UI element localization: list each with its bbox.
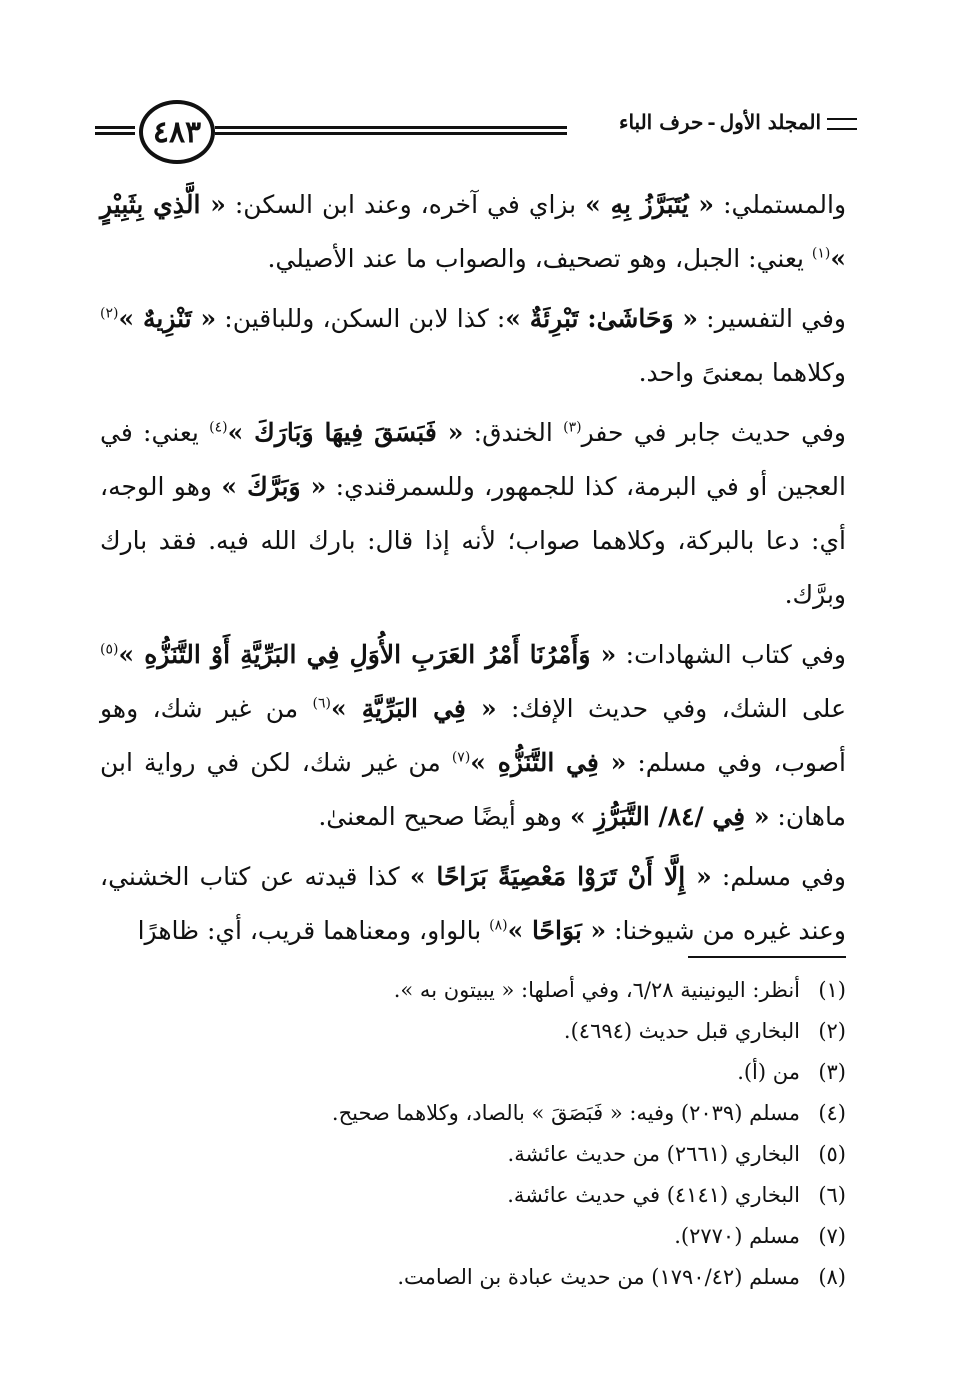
- footnote-ref: (٦): [312, 695, 331, 712]
- footnote-number: (٤): [818, 1101, 846, 1125]
- paragraph: [100, 292, 846, 400]
- text-run: وفي مسلم:: [711, 862, 846, 891]
- footnote-text: أنظر: اليونينية ٦/٢٨، وفي أصلها: « يبيتون به ».: [393, 978, 800, 1002]
- quoted-term: « فَبَسَقَ فِيهَا وَبَارَكَ »: [227, 418, 464, 447]
- text-run: من غير شك، لكن في رواية ابن ماهان:: [100, 748, 846, 831]
- footnote-number: (١): [818, 978, 846, 1002]
- footnote-text: مسلم (١٧٩٠/٤٢) من حديث عبادة بن الصامت.: [397, 1265, 800, 1289]
- footnote-text: البخاري (٢٦٦١) من حديث عائشة.: [507, 1142, 800, 1166]
- text-run: يعني: الجبل، وهو تصحيف، والصواب ما عند الأصيلي.: [267, 244, 812, 273]
- footnote-number: (٦): [818, 1183, 846, 1207]
- text-run: وكلاهما بمعنىً واحد.: [638, 358, 846, 387]
- paragraph: [100, 178, 846, 286]
- footnote-separator: [688, 956, 846, 958]
- footnote-number: (٧): [818, 1224, 846, 1248]
- footnote-number: (٨): [818, 1265, 846, 1289]
- footnote-ref: (١): [811, 245, 831, 262]
- quoted-term: « وَأَمْرُنَا أَمْرُ العَرَبِ الأُوَلِ فِي البَرِّيَّةِ أَوْ التَّنَزُّهِ »: [118, 640, 617, 669]
- paragraph: [100, 406, 846, 622]
- paragraph: [100, 850, 846, 958]
- text-run: الخندق:: [463, 418, 564, 447]
- text-run: على الشك، وفي حديث الإفك:: [496, 694, 846, 723]
- main-text: [100, 178, 846, 964]
- header-rule: [215, 126, 567, 129]
- footnote: [200, 1216, 846, 1257]
- text-run: وفي كتاب الشهادات:: [616, 640, 846, 669]
- title-dash: -: [707, 110, 716, 134]
- header-ornament: [827, 118, 857, 130]
- footnote-ref: (٨): [489, 917, 508, 934]
- footnote-text: البخاري (٤١٤١) في حديث عائشة.: [507, 1183, 800, 1207]
- text-run: يعني: في العجين أو في البرمة، كذا للجمهور، وللسمرقندي:: [100, 418, 846, 501]
- footnote-text: مسلم (٢٠٣٩) وفيه: « فَبَصَقَ » بالصاد، وكلاهما صحيح.: [331, 1101, 800, 1125]
- page-number: ٤٨٣: [139, 100, 215, 164]
- text-run: وفي التفسير:: [698, 304, 846, 333]
- text-run: كذا قيدته عن كتاب الخشني، وعند غيره من شيوخنا:: [100, 862, 846, 945]
- page-header: [95, 98, 857, 168]
- quoted-term: « الَّذِي بِثَبِيْرٍ »: [100, 190, 846, 273]
- text-run: والمستملي:: [714, 190, 847, 219]
- footnote: [200, 1052, 846, 1093]
- quoted-term: « وَحَاشَىٰ: تَبْرِئَةٌ »: [505, 304, 699, 333]
- header-rule: [215, 132, 567, 135]
- footnotes: [200, 970, 846, 1298]
- quoted-term: « فِي البَرِّيَّةِ »: [330, 694, 497, 723]
- text-run: وهو أيضًا صحيح المعنىٰ.: [318, 802, 570, 831]
- text-run: بالواو، ومعناهما قريب، أي: ظاهرًا: [137, 916, 490, 945]
- footnote-text: من (أ).: [737, 1060, 800, 1084]
- footnote-ref: (٧): [451, 749, 471, 766]
- text-run: من غير شك، وهو أصوب، وفي مسلم:: [100, 694, 846, 777]
- footnote-ref: (٤): [209, 419, 228, 436]
- quoted-term: « تَنْزِيهٌ »: [118, 304, 217, 333]
- text-run: وهو الوجه، أي: دعا بالبركة، وكلاهما صواب؛ لأنه إذا قال: بارك الله فيه. فقد بارك وبرَّك.: [100, 472, 846, 609]
- quoted-term: « إِلَّا أَنْ تَرَوْا مَعْصِيَةً بَرَاحًا »: [409, 862, 712, 891]
- header-rule: [95, 132, 135, 135]
- footnote: [200, 1093, 846, 1134]
- text-run: بزاي في آخره، وعند ابن السكن:: [225, 190, 586, 219]
- footnote: [200, 970, 846, 1011]
- footnote-number: (٣): [818, 1060, 846, 1084]
- text-run: وفي حديث جابر في حفر: [581, 418, 846, 447]
- quoted-term: « فِي التَّنَزُّهِ »: [470, 748, 627, 777]
- footnote: [200, 1011, 846, 1052]
- quoted-term: « وَبَرَّكَ »: [221, 472, 327, 501]
- header-rule: [95, 126, 135, 129]
- quoted-term: « فِي /٨٤/ التَّبَرُّزِ »: [569, 802, 770, 831]
- paragraph: [100, 628, 846, 844]
- footnote-number: (٥): [818, 1142, 846, 1166]
- footnote-text: مسلم (٢٧٧٠).: [674, 1224, 800, 1248]
- quoted-term: « يُتَبَرَّزُ بِهِ »: [585, 190, 715, 219]
- footnote-number: (٢): [818, 1019, 846, 1043]
- footnote-ref: (٥): [100, 641, 119, 658]
- footnote-ref: (٢): [100, 305, 119, 322]
- footnote-ref: (٣): [563, 419, 582, 436]
- running-title: [619, 110, 857, 134]
- footnote-text: البخاري قبل حديث (٤٦٩٤).: [563, 1019, 800, 1043]
- volume-title: المجلد الأول: [719, 110, 821, 134]
- footnote: [200, 1257, 846, 1298]
- footnote: [200, 1175, 846, 1216]
- text-run: : كذا لابن السكن، وللباقين:: [216, 304, 506, 333]
- quoted-term: « بَوَاحًا »: [507, 916, 607, 945]
- chapter-title: حرف الباء: [619, 110, 704, 134]
- footnote: [200, 1134, 846, 1175]
